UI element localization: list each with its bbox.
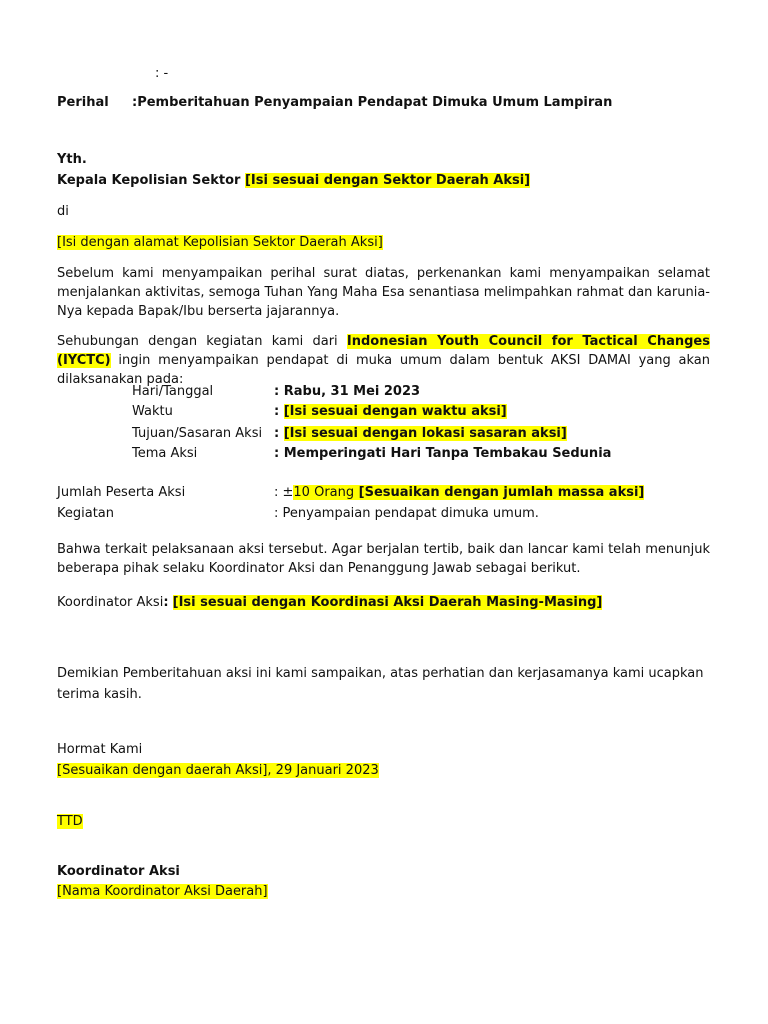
subject-value: :Pemberitahuan Penyampaian Pendapat Dimuka Umum Lampiran — [132, 95, 613, 110]
closing-paragraph: Demikian Pemberitahuan aksi ini kami sampaikan, atas perhatian dan kerjasamanya kami ucapkan terima kasih. — [57, 666, 704, 702]
coordinator-placeholder: [Isi sesuai dengan Koordinasi Aksi Daerah Masing-Masing] — [172, 595, 603, 610]
recipient-address-placeholder: [Isi dengan alamat Kepolisian Sektor Daerah Aksi] — [57, 235, 383, 250]
subject-label: Perihal — [57, 95, 109, 110]
signoff-name-placeholder: [Nama Koordinator Aksi Daerah] — [57, 884, 268, 899]
signoff-place-date-text: [Sesuaikan dengan daerah Aksi], 29 Januari 2023 — [57, 763, 379, 778]
activity-value: : Penyampaian pendapat dimuka umum. — [274, 506, 539, 521]
signoff-ttd-text: TTD — [57, 814, 83, 829]
participants-placeholder-text: [Sesuaikan dengan jumlah massa aksi] — [358, 485, 645, 500]
coordinator-label: Koordinator Aksi — [57, 595, 164, 610]
recipient-title-placeholder: [Isi sesuai dengan Sektor Daerah Aksi] — [244, 173, 531, 188]
signoff-place-date — [57, 763, 379, 778]
detail-label: Tujuan/Sasaran Aksi — [132, 426, 263, 441]
detail-label: Waktu — [132, 404, 173, 419]
detail-value-text: : — [274, 404, 284, 419]
intro-paragraph — [57, 332, 710, 389]
signoff-regards: Hormat Kami — [57, 742, 143, 757]
header-mark: : - — [155, 66, 169, 81]
recipient-greeting: Yth. — [57, 152, 87, 167]
intro-after: ingin menyampaikan pendapat di muka umum dalam bentuk AKSI DAMAI yang akan dilaksanakan pada: — [57, 353, 711, 387]
recipient-di: di — [57, 204, 69, 219]
coordinator-line — [57, 595, 602, 610]
recipient-title — [57, 173, 530, 188]
detail-label: Hari/Tanggal — [132, 384, 214, 399]
detail-value — [274, 384, 420, 399]
detail-value — [274, 446, 611, 461]
intro-before: Sehubungan dengan kegiatan kami dari — [57, 334, 338, 349]
detail-value — [274, 426, 567, 441]
participants-prefix: : ± — [274, 485, 294, 500]
participants-placeholder — [354, 485, 644, 500]
detail-value-placeholder: [Isi sesuai dengan lokasi sasaran aksi] — [283, 426, 567, 441]
signoff-ttd — [57, 814, 83, 829]
signoff-role: Koordinator Aksi — [57, 864, 180, 879]
detail-label: Tema Aksi — [132, 446, 198, 461]
detail-value-text: : — [274, 426, 284, 441]
opening-paragraph: Sebelum kami menyampaikan perihal surat diatas, perkenankan kami menyampaikan selamat menjalankan aktivitas, semoga Tuhan Yang Maha Esa senantiasa melimpahkan rahmat dan karunia-Nya kepada Bapak/Ibu berserta jajarannya. — [57, 266, 710, 319]
organization-name: Indonesian Youth Council for Tactical Changes (IYCTC) — [57, 334, 710, 368]
activity-label: Kegiatan — [57, 506, 115, 521]
participants-count: 10 Orang — [293, 485, 355, 500]
signoff-name — [57, 884, 268, 899]
recipient-title-text: Kepala Kepolisian Sektor — [57, 173, 241, 188]
detail-value-text: : Memperingati Hari Tanpa Tembakau Sedunia — [274, 446, 612, 461]
arrangement-paragraph: Bahwa terkait pelaksanaan aksi tersebut. Agar berjalan tertib, baik dan lancar kami telah menunjuk beberapa pihak selaku Koordinator Aksi dan Penanggung Jawab sebagai berikut. — [57, 542, 710, 576]
detail-value-placeholder: [Isi sesuai dengan waktu aksi] — [283, 404, 507, 419]
coordinator-colon: : — [163, 595, 169, 610]
detail-value-text: : Rabu, 31 Mei 2023 — [274, 384, 421, 399]
recipient-address — [57, 235, 383, 250]
participants-label: Jumlah Peserta Aksi — [57, 485, 186, 500]
detail-value — [274, 404, 507, 419]
participants-value — [274, 485, 644, 500]
